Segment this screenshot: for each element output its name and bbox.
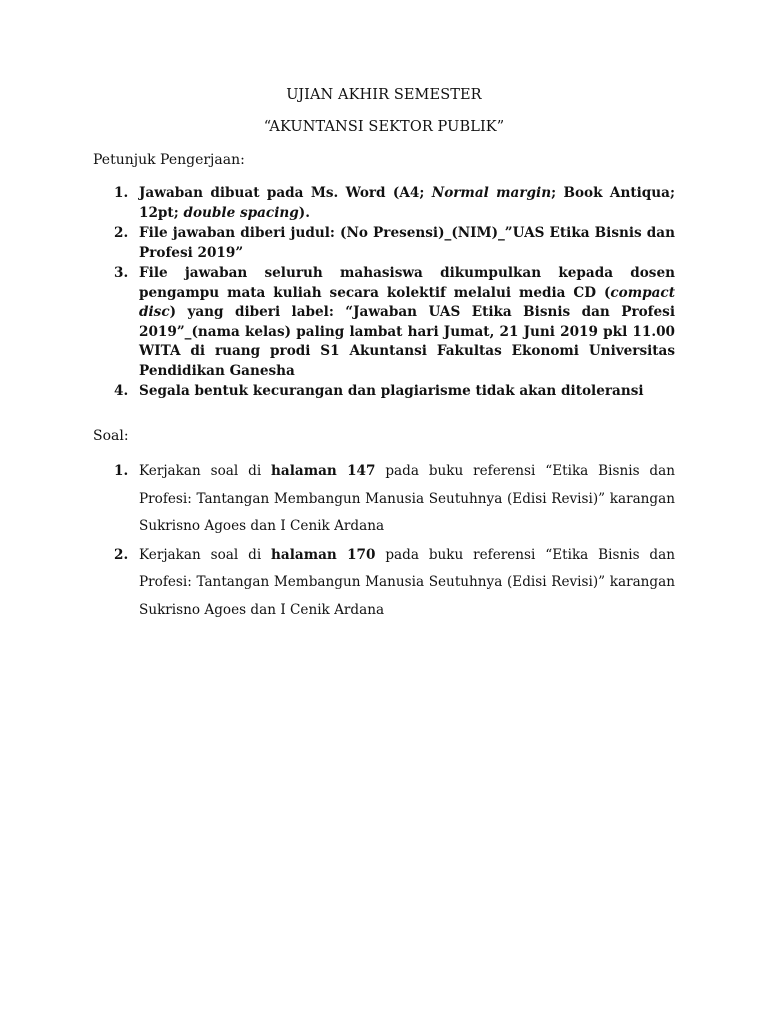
- course-title: “AKUNTANSI SEKTOR PUBLIK”: [263, 119, 505, 135]
- questions-list: [93, 458, 675, 625]
- question-text: Kerjakan soal di: [139, 463, 272, 479]
- question-item: [93, 542, 675, 625]
- questions-heading: Soal:: [93, 428, 129, 444]
- question-text-bold: halaman 147: [271, 463, 376, 479]
- question-number: 2.: [114, 546, 129, 563]
- instructions-list: [93, 184, 675, 403]
- instruction-text: ).: [298, 204, 310, 221]
- instruction-text: File jawaban diberi judul: (No Presensi)_(NIM)_”UAS Etika Bisnis dan Profesi 2019”: [139, 225, 675, 261]
- instruction-number: 4.: [114, 383, 129, 399]
- instruction-item: [93, 382, 675, 402]
- question-text: Kerjakan soal di: [139, 546, 272, 563]
- exam-title: UJIAN AKHIR SEMESTER: [286, 87, 482, 103]
- instruction-number: 2.: [114, 225, 129, 241]
- instruction-number: 3.: [114, 265, 129, 281]
- instruction-number: 1.: [114, 185, 129, 201]
- instruction-text: Jawaban dibuat pada Ms. Word (A4;: [139, 185, 432, 201]
- instruction-text-italic: compact disc: [139, 284, 675, 320]
- instruction-text: File jawaban seluruh mahasiswa dikumpulkan kepada dosen pengampu mata kuliah secara kolektif melalui media CD (: [139, 265, 675, 301]
- instruction-text: ) yang diberi label: “Jawaban UAS Etika Bisnis dan Profesi 2019”_(nama kelas) paling lambat hari Jumat, 21 Juni 2019 pkl 11.00 WITA di ruang prodi S1 Akuntansi Fakultas Ekonomi Universitas Pendidikan Ganesha: [139, 304, 675, 379]
- instruction-item: [93, 264, 675, 381]
- question-text-bold: halaman 170: [271, 546, 376, 563]
- instruction-item: [93, 184, 675, 223]
- instruction-text-italic: double spacing: [183, 204, 299, 221]
- instruction-text-italic: Normal margin: [431, 185, 552, 201]
- instructions-heading: Petunjuk Pengerjaan:: [93, 152, 245, 168]
- instruction-text: Segala bentuk kecurangan dan plagiarisme tidak akan ditoleransi: [139, 383, 644, 399]
- question-text: pada buku referensi “Etika Bisnis dan Profesi: Tantangan Membangun Manusia Seutuhnya (Edisi Revisi)” karangan Sukrisno Agoes dan I Cenik Ardana: [139, 463, 675, 534]
- question-text: pada buku referensi “Etika Bisnis dan Profesi: Tantangan Membangun Manusia Seutuhnya (Edisi Revisi)” karangan Sukrisno Agoes dan I Cenik Ardana: [139, 546, 675, 618]
- instruction-text: ; Book Antiqua; 12pt;: [139, 185, 675, 221]
- question-item: [93, 458, 675, 541]
- instruction-item: [93, 224, 675, 263]
- question-number: 1.: [114, 463, 129, 479]
